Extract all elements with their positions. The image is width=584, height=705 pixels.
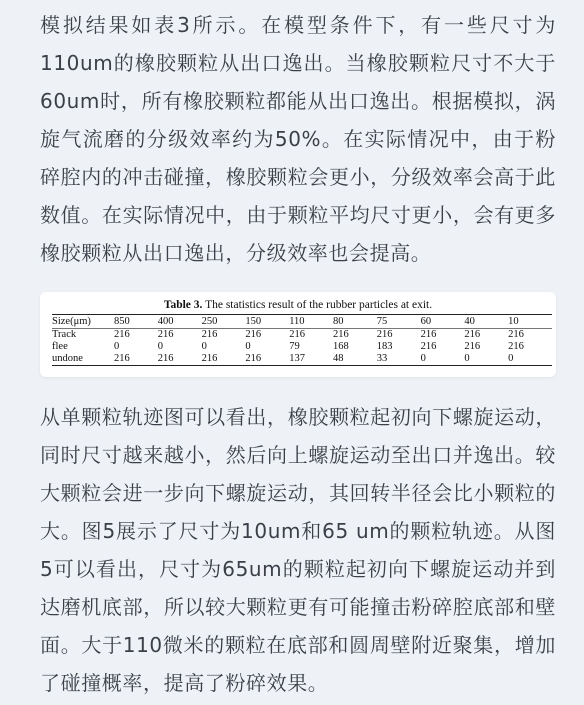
header-cell-size-value: 40 (464, 316, 475, 327)
table-cell: 216 (201, 329, 218, 340)
table-cell: 137 (289, 353, 305, 364)
table-cell: 216 (332, 329, 349, 340)
table-cell: 216 (245, 329, 262, 340)
row-label: Track (52, 329, 77, 340)
row-label: undone (52, 353, 83, 364)
table-cell: 216 (157, 329, 174, 340)
table-cell: 0 (201, 341, 207, 352)
table-header-row (52, 315, 552, 329)
table-cell: 216 (157, 353, 174, 364)
paragraph-particle-trajectory: 从单颗粒轨迹图可以看出，橡胶颗粒起初向下螺旋运动，同时尺寸越来越小，然后向上螺旋运动至出口并逸出。较大颗粒会进一步向下螺旋运动，其回转半径会比小颗粒的大。图5展示了尺寸为10um和65 um的颗粒轨迹。从图5可以看出，尺寸为65um的颗粒起初向下螺旋运动并到达磨机底部，所以较大颗粒更有可能撞击粉碎腔底部和壁面。大于110微米的颗粒在底部和圆周壁附近聚集，增加了碰撞概率，提高了粉碎效果。 (40, 405, 556, 695)
table-cell: 216 (376, 329, 393, 340)
table-cell: 48 (332, 353, 344, 364)
table-cell: 0 (157, 341, 164, 352)
table-cell: 79 (289, 341, 300, 352)
header-cell-size-value: 60 (420, 316, 432, 327)
header-cell-size: Size(μm) (52, 316, 91, 327)
header-cell-size-value: 75 (376, 316, 388, 327)
table-cell: 216 (508, 329, 524, 340)
header-cell-size-value: 10 (508, 316, 519, 327)
table-caption-label: Table 3. (163, 299, 203, 311)
table-cell: 0 (508, 353, 514, 364)
table-cell: 216 (420, 329, 437, 340)
table-cell: 168 (332, 341, 349, 352)
header-cell-size-value: 250 (201, 316, 218, 327)
statistics-table (52, 314, 552, 366)
table-cell: 216 (114, 329, 130, 340)
table-row (52, 341, 552, 353)
table-cell: 216 (289, 329, 305, 340)
table-cell: 216 (114, 353, 130, 364)
table-cell: 216 (245, 353, 262, 364)
table-cell: 216 (508, 341, 524, 352)
header-cell-size-value: 850 (114, 316, 130, 327)
table-caption (40, 299, 556, 311)
table-cell: 216 (464, 341, 481, 352)
table-cell: 216 (420, 341, 437, 352)
table-cell: 0 (114, 341, 120, 352)
table-cell: 0 (245, 341, 251, 352)
header-cell-size-value: 150 (245, 316, 262, 327)
row-label: flee (52, 341, 68, 352)
table-cell: 216 (201, 353, 218, 364)
header-cell-size-value: 400 (157, 316, 174, 327)
table-cell: 0 (420, 353, 426, 364)
table-cell: 183 (376, 341, 393, 352)
table-cell: 0 (464, 353, 470, 364)
table-cell: 33 (376, 353, 388, 364)
header-cell-size-value: 80 (332, 316, 344, 327)
table-3-figure (40, 292, 556, 377)
table-row (52, 353, 552, 366)
header-cell-size-value: 110 (289, 316, 305, 327)
table-caption-text: The statistics result of the rubber particles at exit. (202, 299, 433, 311)
paragraph-simulation-results: 模拟结果如表3所示。在模型条件下，有一些尺寸为110um的橡胶颗粒从出口逸出。当橡胶颗粒尺寸不大于60um时，所有橡胶颗粒都能从出口逸出。根据模拟，涡旋气流磨的分级效率约为50%。在实际情况中，由于粉碎腔内的冲击碰撞，橡胶颗粒会更小，分级效率会高于此数值。在实际情况中，由于颗粒平均尺寸更小，会有更多橡胶颗粒从出口逸出，分级效率也会提高。 (40, 13, 556, 265)
table-row (52, 329, 552, 342)
table-cell: 216 (464, 329, 481, 340)
